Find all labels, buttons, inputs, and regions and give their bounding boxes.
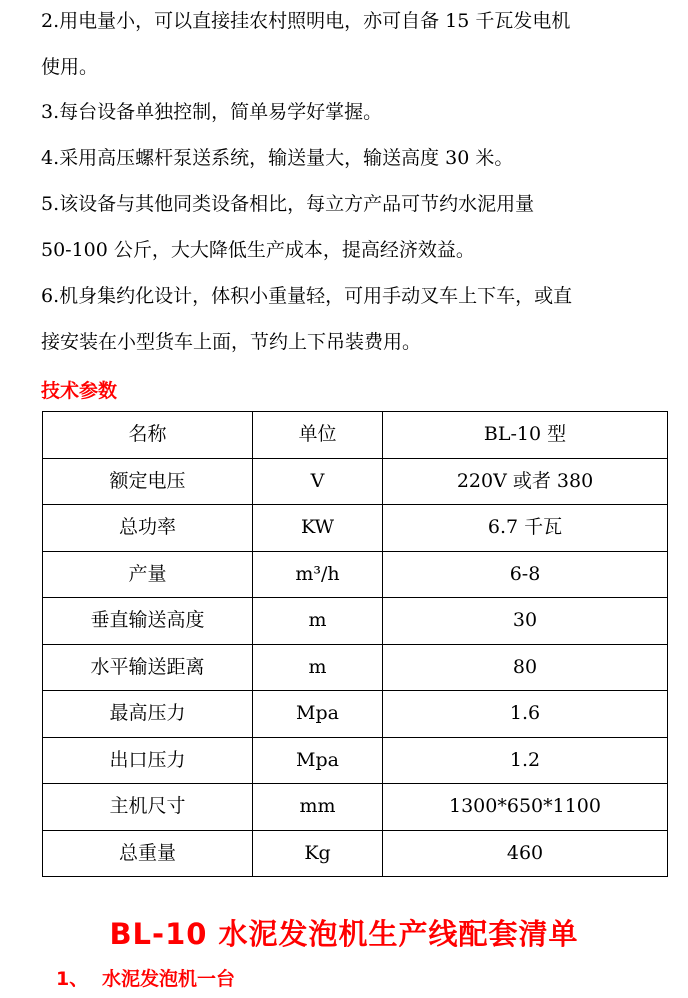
param-name: 总重量 xyxy=(43,830,253,877)
feature-line-2: 2.用电量小，可以直接挂农村照明电，亦可自备 15 千瓦发电机 xyxy=(41,10,571,32)
feature-line-6-cont: 接安装在小型货车上面，节约上下吊装费用。 xyxy=(41,331,422,353)
section-title: BL-10 水泥发泡机生产线配套清单 xyxy=(109,917,579,951)
param-value: 220V 或者 380 xyxy=(383,458,668,505)
feature-line-5-cont: 50-100 公斤，大大降低生产成本，提高经济效益。 xyxy=(41,239,475,261)
feature-line-3: 3.每台设备单独控制，简单易学好掌握。 xyxy=(41,101,383,123)
list-item-text: 水泥发泡机一台 xyxy=(102,968,236,990)
header-unit: 单位 xyxy=(253,412,383,459)
table-row xyxy=(43,505,668,552)
param-unit: Mpa xyxy=(253,691,383,738)
param-unit: V xyxy=(253,458,383,505)
param-name: 垂直输送高度 xyxy=(43,598,253,645)
param-unit: KW xyxy=(253,505,383,552)
param-value: 1.2 xyxy=(383,737,668,784)
list-item xyxy=(56,964,235,991)
list-item-number: 1、 xyxy=(56,968,89,990)
param-value: 1.6 xyxy=(383,691,668,738)
table-row xyxy=(43,691,668,738)
feature-line-2-cont: 使用。 xyxy=(41,56,99,78)
feature-line-4: 4.采用高压螺杆泵送系统，输送量大，输送高度 30 米。 xyxy=(41,147,514,169)
feature-line-5: 5.该设备与其他同类设备相比，每立方产品可节约水泥用量 xyxy=(41,193,535,215)
param-unit: Mpa xyxy=(253,737,383,784)
header-name: 名称 xyxy=(43,412,253,459)
param-value: 30 xyxy=(383,598,668,645)
param-name: 额定电压 xyxy=(43,458,253,505)
header-model: BL-10 型 xyxy=(383,412,668,459)
param-name: 主机尺寸 xyxy=(43,784,253,831)
table-row xyxy=(43,598,668,645)
param-unit: m³/h xyxy=(253,551,383,598)
param-name: 水平输送距离 xyxy=(43,644,253,691)
param-name: 产量 xyxy=(43,551,253,598)
table-header-row xyxy=(43,412,668,459)
table-row xyxy=(43,737,668,784)
param-unit: m xyxy=(253,598,383,645)
param-name: 出口压力 xyxy=(43,737,253,784)
param-value: 460 xyxy=(383,830,668,877)
param-unit: mm xyxy=(253,784,383,831)
param-value: 6-8 xyxy=(383,551,668,598)
param-name: 总功率 xyxy=(43,505,253,552)
spec-heading: 技术参数 xyxy=(41,380,118,402)
param-value: 6.7 千瓦 xyxy=(383,505,668,552)
table-row xyxy=(43,551,668,598)
table-row xyxy=(43,644,668,691)
feature-line-6: 6.机身集约化设计，体积小重量轻，可用手动叉车上下车，或直 xyxy=(41,285,573,307)
param-value: 80 xyxy=(383,644,668,691)
table-row xyxy=(43,830,668,877)
table-row xyxy=(43,458,668,505)
param-name: 最高压力 xyxy=(43,691,253,738)
param-unit: Kg xyxy=(253,830,383,877)
param-unit: m xyxy=(253,644,383,691)
table-row xyxy=(43,784,668,831)
param-value: 1300*650*1100 xyxy=(383,784,668,831)
spec-table xyxy=(42,411,668,877)
